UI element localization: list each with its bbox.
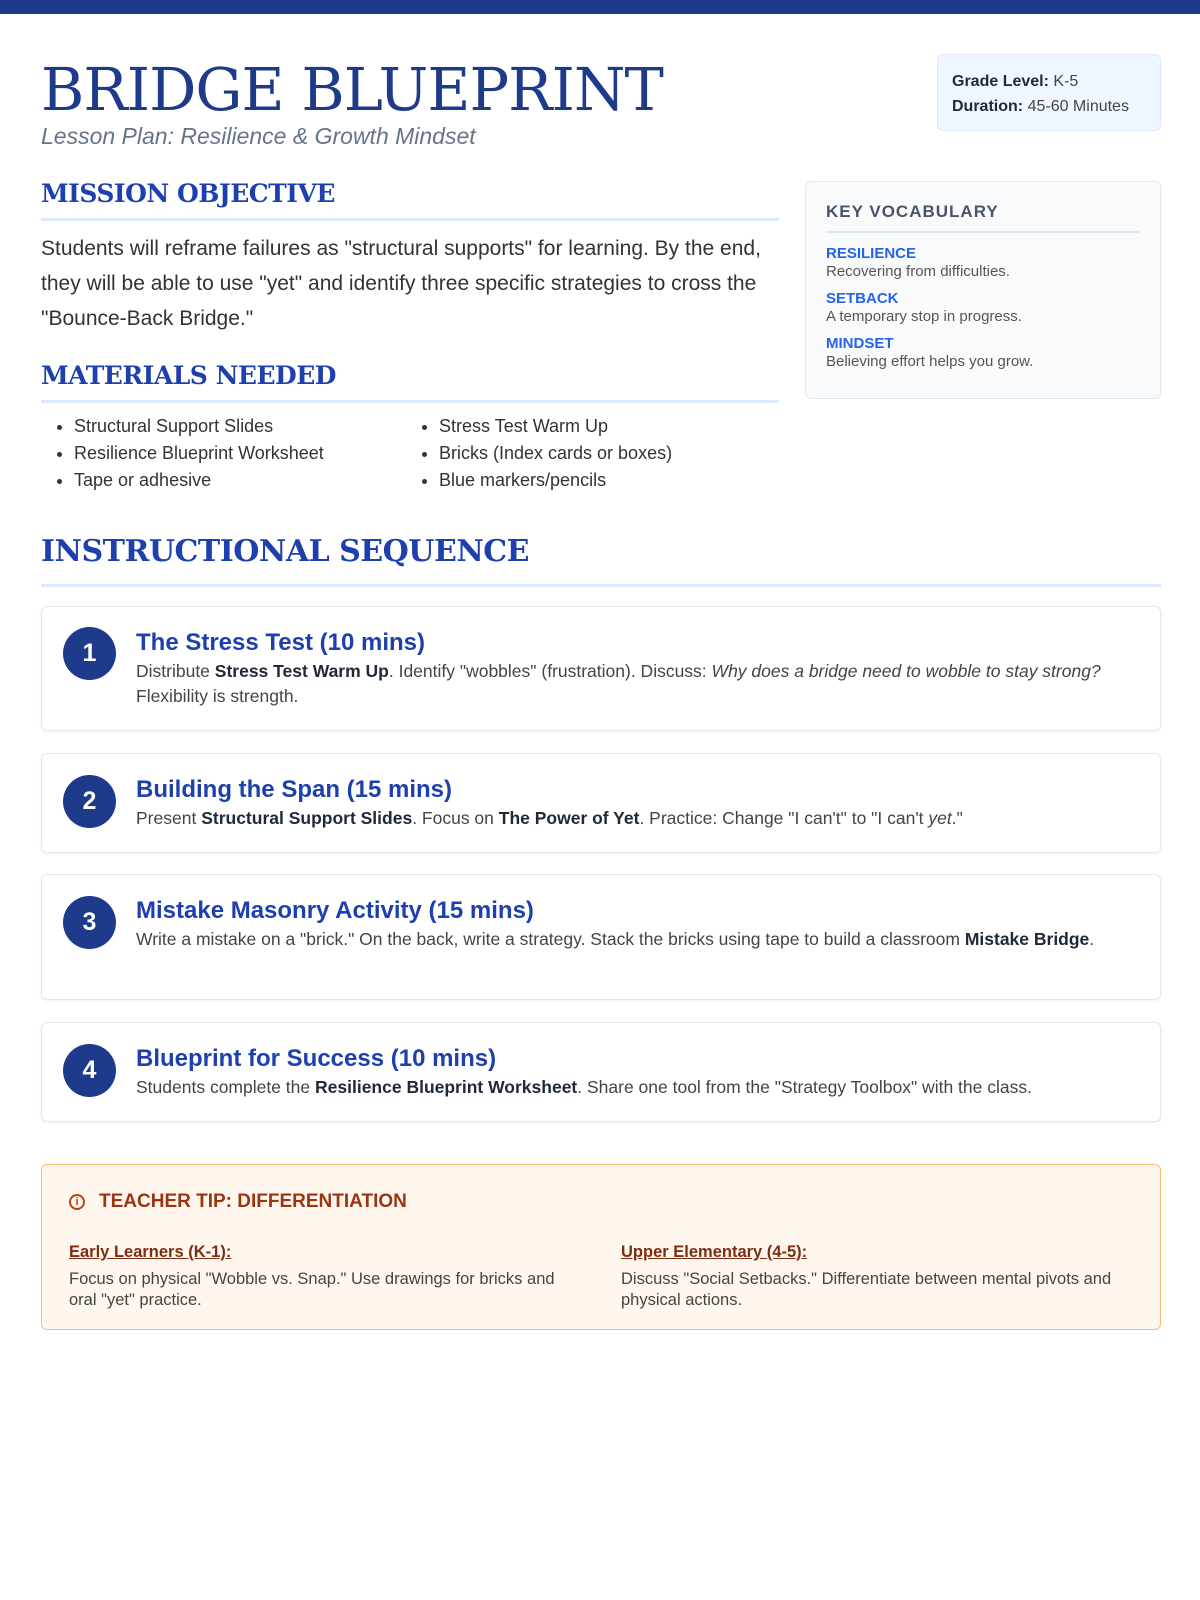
vocab-definition: A temporary stop in progress. [826, 308, 1022, 325]
step-title: The Stress Test (10 mins) [136, 629, 425, 656]
materials-column-left [41, 413, 406, 494]
vocab-term: RESILIENCE [826, 245, 917, 262]
material-item: • Bricks (Index cards or boxes) [439, 440, 771, 467]
vocab-term: SETBACK [826, 290, 899, 307]
grade-level-label: Grade Level: [952, 73, 1049, 90]
key-vocabulary-box [805, 181, 1161, 399]
bold-text: Stress Test Warm Up [214, 661, 389, 681]
text-run: ." [951, 808, 963, 828]
materials-section [41, 360, 779, 494]
step-description [136, 659, 1140, 709]
teacher-tip-heading: TEACHER TIP: DIFFERENTIATION [99, 1191, 407, 1212]
material-item: • Stress Test Warm Up [439, 413, 771, 440]
text-run: Students complete the [136, 1077, 315, 1097]
text-run: . [1089, 929, 1095, 949]
step-number-badge: 1 [63, 627, 116, 680]
text-run: . Practice: Change "I can't" to "I can't [639, 808, 929, 828]
vocab-definition: Believing effort helps you grow. [826, 353, 1034, 370]
text-run: . Focus on [412, 808, 499, 828]
duration-label: Duration: [952, 98, 1024, 115]
material-item: • Blue markers/pencils [439, 467, 771, 494]
duration-value: 45-60 Minutes [1027, 98, 1129, 115]
bold-text: The Power of Yet [498, 808, 640, 828]
text-run: Flexibility is strength. [136, 686, 299, 706]
page-title: BRIDGE BLUEPRINT [41, 55, 663, 124]
top-accent-bar [0, 0, 1200, 14]
text-run: . Identify "wobbles" (frustration). Discuss: [388, 661, 712, 681]
vocabulary-heading: KEY VOCABULARY [826, 202, 1140, 233]
material-item: • Resilience Blueprint Worksheet [74, 440, 406, 467]
bold-text: Resilience Blueprint Worksheet [315, 1077, 578, 1097]
vocab-item [826, 290, 1140, 326]
step-number-badge: 3 [63, 896, 116, 949]
materials-heading: MATERIALS NEEDED [41, 360, 779, 403]
sequence-step-3 [41, 874, 1161, 1000]
step-description [136, 927, 1140, 952]
step-title: Blueprint for Success (10 mins) [136, 1045, 497, 1072]
step-content [136, 1043, 1140, 1100]
text-run: Present [136, 808, 202, 828]
vocab-item [826, 245, 1140, 281]
sequence-step-4 [41, 1022, 1161, 1122]
vocab-item [826, 335, 1140, 371]
italic-text: yet [928, 808, 952, 828]
step-number-badge: 2 [63, 775, 116, 828]
material-item: • Structural Support Slides [74, 413, 406, 440]
step-content [136, 774, 1140, 831]
lesson-meta-box [937, 54, 1161, 131]
grade-level-row [952, 69, 1146, 94]
bold-text: Mistake Bridge [964, 929, 1090, 949]
vocab-definition: Recovering from difficulties. [826, 263, 1010, 280]
materials-list [41, 413, 779, 494]
upper-elementary-column [621, 1241, 1121, 1311]
instructional-sequence-heading: INSTRUCTIONAL SEQUENCE [41, 532, 1161, 587]
italic-text: Why does a bridge need to wobble to stay strong? [711, 661, 1101, 681]
mission-objective-heading: MISSION OBJECTIVE [41, 178, 779, 221]
early-learners-column [69, 1241, 569, 1311]
step-content [136, 895, 1140, 952]
text-run: Distribute [136, 661, 215, 681]
text-run: Write a mistake on a "brick." On the back, write a strategy. Stack the bricks using tape to build a classroom [136, 929, 965, 949]
vocab-term: MINDSET [826, 335, 894, 352]
grade-level-value: K-5 [1053, 73, 1079, 90]
materials-column-right [406, 413, 771, 494]
upper-elementary-text: Discuss "Social Setbacks." Differentiate between mental pivots and physical actions. [621, 1270, 1112, 1309]
early-learners-text: Focus on physical "Wobble vs. Snap." Use drawings for bricks and oral "yet" practice. [69, 1270, 555, 1309]
step-description [136, 1075, 1140, 1100]
early-learners-heading: Early Learners (K-1): [69, 1243, 232, 1261]
step-title: Mistake Masonry Activity (15 mins) [136, 897, 534, 924]
teacher-tip-header [69, 1191, 407, 1213]
page-subtitle: Lesson Plan: Resilience & Growth Mindset [41, 123, 476, 149]
material-item: • Tape or adhesive [74, 467, 406, 494]
bold-text: Structural Support Slides [201, 808, 413, 828]
upper-elementary-heading: Upper Elementary (4-5): [621, 1243, 808, 1261]
sequence-step-1 [41, 606, 1161, 731]
sequence-step-2 [41, 753, 1161, 853]
duration-row [952, 94, 1146, 119]
step-description [136, 806, 1140, 831]
step-title: Building the Span (15 mins) [136, 776, 453, 803]
info-circle-icon: i [69, 1194, 85, 1210]
step-content [136, 627, 1140, 709]
step-number-badge: 4 [63, 1044, 116, 1097]
teacher-tip-box [41, 1164, 1161, 1330]
mission-objective-section [41, 178, 779, 336]
mission-objective-text: Students will reframe failures as "structural supports" for learning. By the end, they will be able to use "yet" and identify three specific strategies to cross the "Bounce-Back Bridge." [41, 237, 761, 330]
text-run: . Share one tool from the "Strategy Toolbox" with the class. [577, 1077, 1032, 1097]
